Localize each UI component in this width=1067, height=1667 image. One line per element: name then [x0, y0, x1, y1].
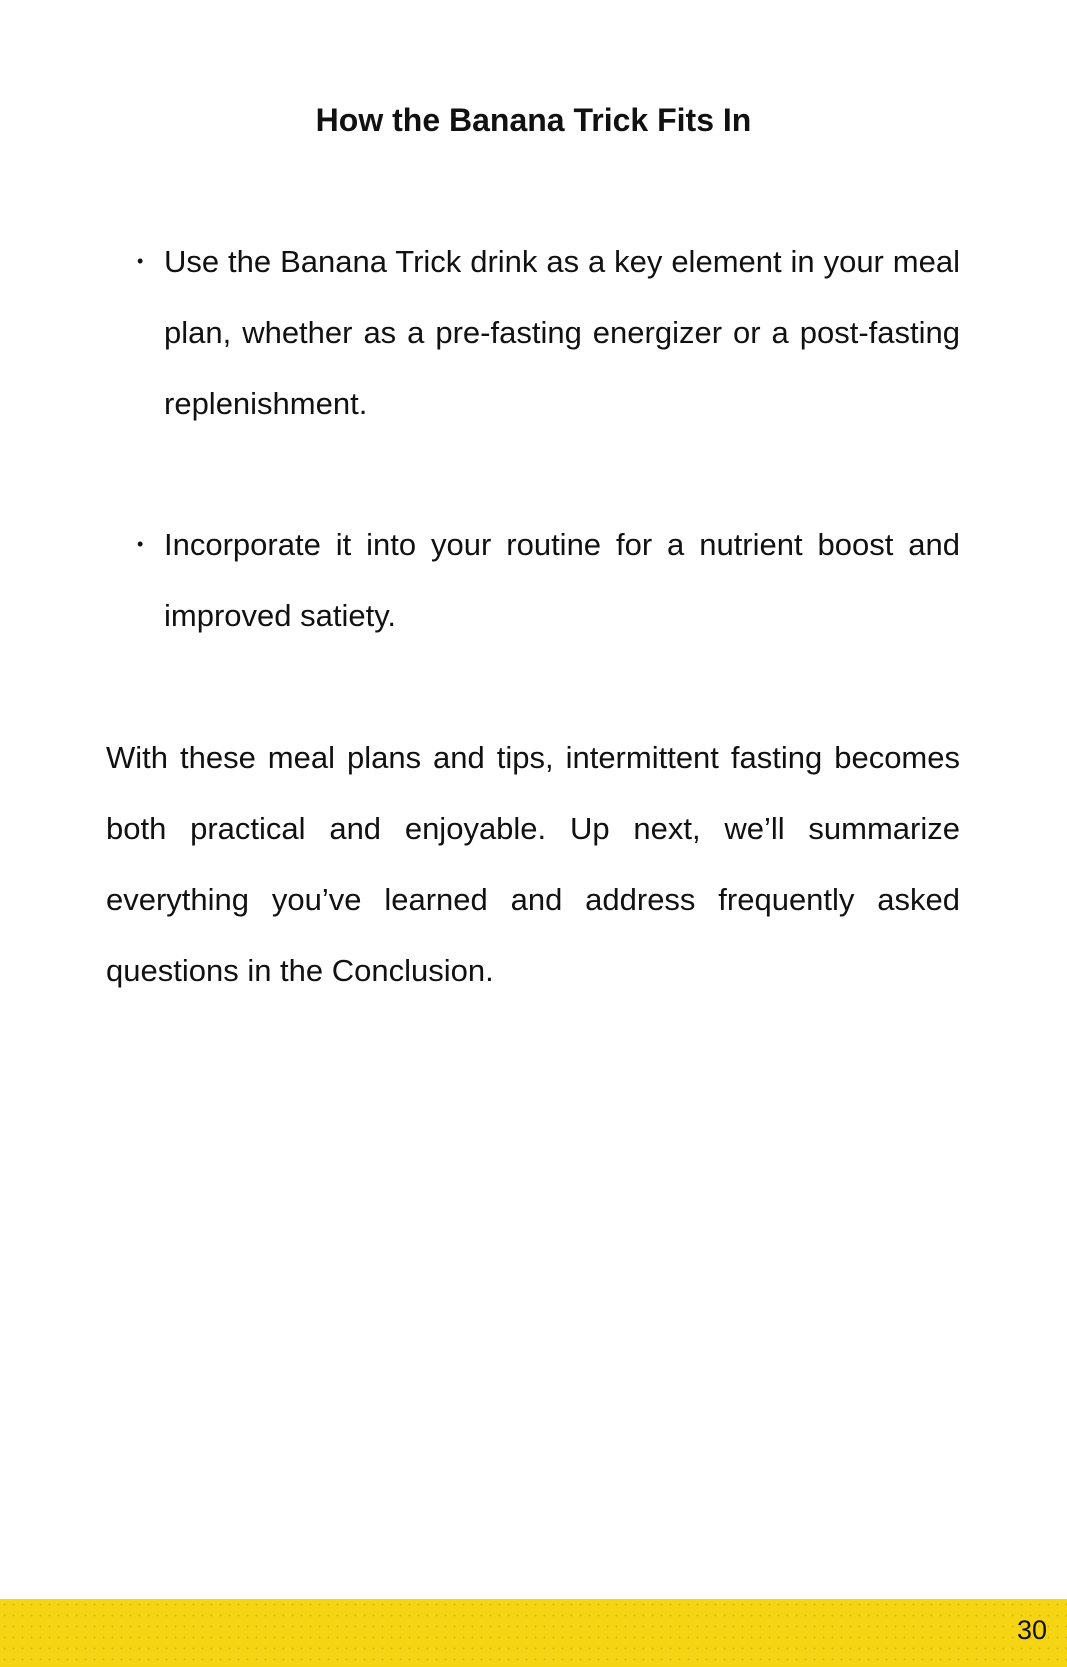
page-footer	[0, 1599, 1067, 1667]
page-number: 30	[1016, 1615, 1047, 1645]
bullet-item: • Use the Banana Trick drink as a key element in your meal plan, whether as a pre-fasting energizer or a post-fasting replenishment.	[164, 226, 960, 439]
body-paragraph: With these meal plans and tips, intermittent fasting becomes both practical and enjoyable. Up next, we’ll summarize everything you’ve learned and address frequently asked questions in the Conclusion.	[106, 740, 960, 988]
bullet-item: • Incorporate it into your routine for a nutrient boost and improved satiety.	[164, 509, 960, 651]
section-heading: How the Banana Trick Fits In	[315, 102, 752, 138]
